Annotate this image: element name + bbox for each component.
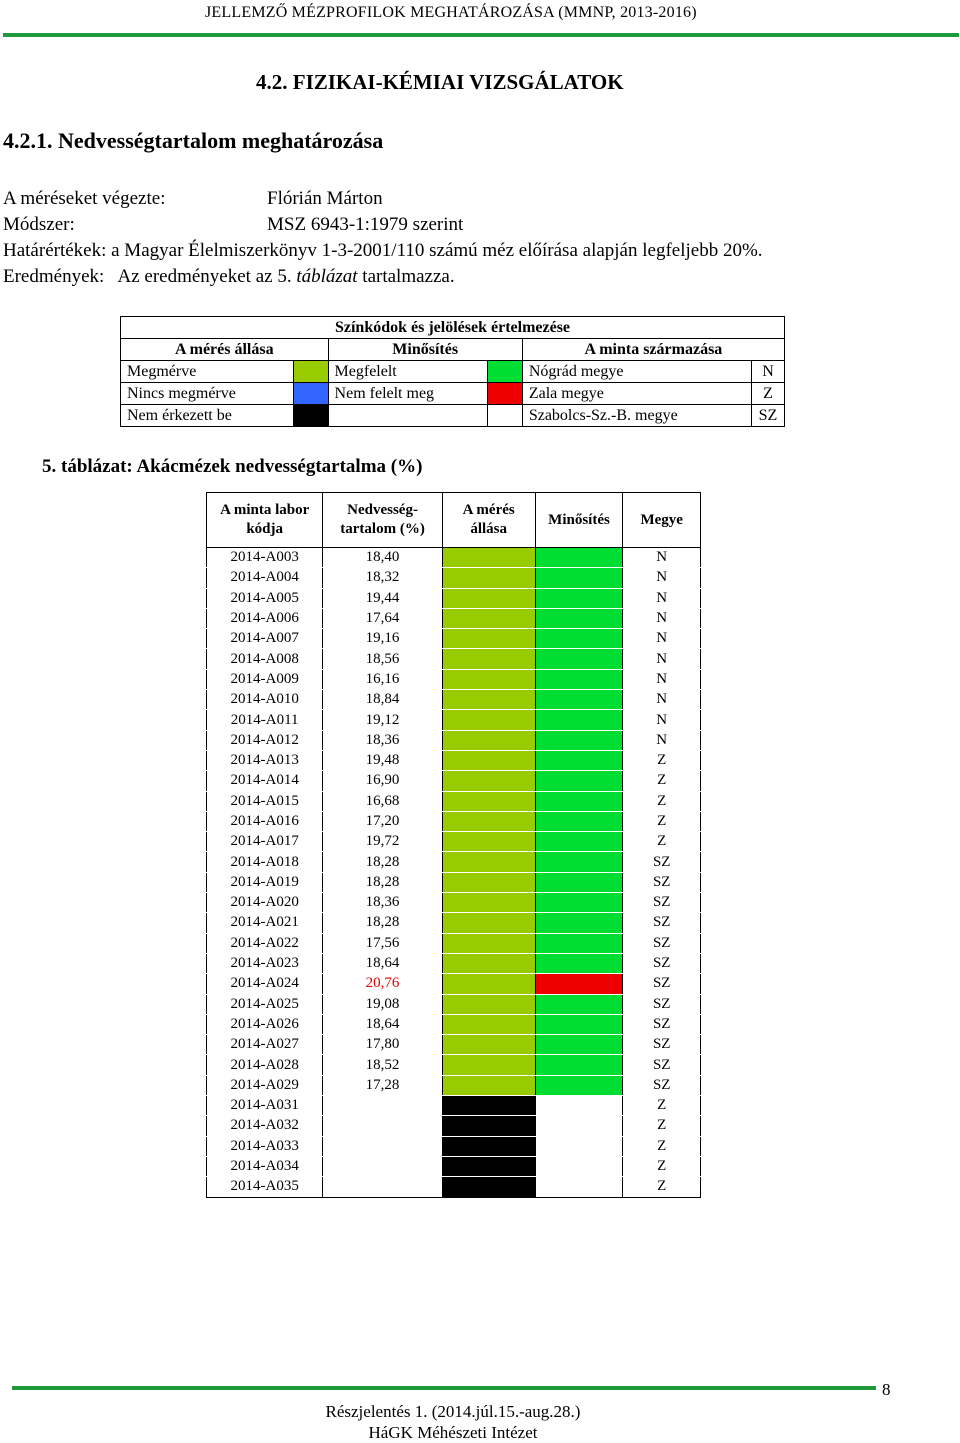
table-row: [207, 1014, 701, 1034]
status-color-cell: [442, 811, 535, 831]
moisture-cell: [323, 1177, 442, 1197]
status-color-cell: [442, 629, 535, 649]
status-color-cell: [442, 548, 535, 568]
legend-rating-label: [328, 405, 487, 427]
status-color-cell: [442, 974, 535, 994]
moisture-cell: 17,64: [323, 608, 442, 628]
lab-code-cell: 2014-A020: [207, 893, 323, 913]
table-row: [207, 1055, 701, 1075]
rating-color-cell: [535, 974, 623, 994]
rating-color-cell: [535, 649, 623, 669]
county-cell: Z: [623, 1156, 701, 1176]
moisture-cell: 18,28: [323, 913, 442, 933]
moisture-cell: 18,64: [323, 953, 442, 973]
county-cell: N: [623, 588, 701, 608]
moisture-cell: [323, 1156, 442, 1176]
status-color-cell: [442, 913, 535, 933]
rating-color-cell: [535, 852, 623, 872]
county-cell: Z: [623, 1096, 701, 1116]
moisture-cell: 18,84: [323, 690, 442, 710]
table-row: [207, 933, 701, 953]
performed-value: Flórián Márton: [267, 188, 383, 209]
header-lab-code: A minta labor kódja: [207, 493, 323, 548]
status-color-cell: [442, 1156, 535, 1176]
status-color-cell: [442, 994, 535, 1014]
rating-color-cell: [535, 872, 623, 892]
table-row: [207, 1177, 701, 1197]
table-row: [207, 872, 701, 892]
rating-color-cell: [535, 913, 623, 933]
rating-color-cell: [535, 568, 623, 588]
status-color-cell: [442, 669, 535, 689]
status-color-cell: [442, 1055, 535, 1075]
performed-label: A méréseket végezte:: [3, 188, 166, 209]
legend-col-rating: Minősítés: [328, 339, 522, 361]
status-color-cell: [442, 832, 535, 852]
status-color-cell: [442, 588, 535, 608]
moisture-cell: 19,12: [323, 710, 442, 730]
status-color-cell: [442, 1075, 535, 1095]
moisture-cell: 20,76: [323, 974, 442, 994]
county-cell: SZ: [623, 953, 701, 973]
legend-rating-swatch: [487, 361, 522, 383]
table-caption: 5. táblázat: Akácmézek nedvességtartalma (%): [42, 456, 423, 477]
legend-status-label: Nincs megmérve: [121, 383, 294, 405]
header-status: A mérés állása: [442, 493, 535, 548]
table-row: [207, 669, 701, 689]
rating-color-cell: [535, 1136, 623, 1156]
lab-code-cell: 2014-A008: [207, 649, 323, 669]
results-suffix: tartalmazza.: [357, 266, 455, 287]
moisture-cell: 17,56: [323, 933, 442, 953]
table-row: [207, 548, 701, 568]
status-color-cell: [442, 1177, 535, 1197]
method-value: MSZ 6943-1:1979 szerint: [267, 214, 464, 235]
legend-col-status: A mérés állása: [121, 339, 329, 361]
section-heading: 4.2. FIZIKAI-KÉMIAI VIZSGÁLATOK: [256, 70, 624, 94]
rating-color-cell: [535, 710, 623, 730]
moisture-table: [206, 492, 701, 1198]
lab-code-cell: 2014-A012: [207, 730, 323, 750]
moisture-cell: 18,64: [323, 1014, 442, 1034]
lab-code-cell: 2014-A011: [207, 710, 323, 730]
moisture-cell: 18,36: [323, 730, 442, 750]
legend-status-swatch: [293, 383, 328, 405]
county-cell: N: [623, 690, 701, 710]
lab-code-cell: 2014-A017: [207, 832, 323, 852]
subsection-heading: 4.2.1. Nedvességtartalom meghatározása: [3, 128, 384, 153]
county-cell: N: [623, 568, 701, 588]
county-cell: Z: [623, 791, 701, 811]
moisture-cell: [323, 1096, 442, 1116]
legend-table: [120, 316, 785, 427]
status-color-cell: [442, 852, 535, 872]
moisture-cell: 19,16: [323, 629, 442, 649]
rating-color-cell: [535, 1116, 623, 1136]
rating-color-cell: [535, 1156, 623, 1176]
results-line: [3, 266, 455, 288]
county-cell: Z: [623, 1177, 701, 1197]
lab-code-cell: 2014-A033: [207, 1136, 323, 1156]
legend-row: [121, 383, 785, 405]
county-cell: SZ: [623, 1014, 701, 1034]
lab-code-cell: 2014-A031: [207, 1096, 323, 1116]
county-cell: Z: [623, 811, 701, 831]
county-cell: SZ: [623, 933, 701, 953]
status-color-cell: [442, 1096, 535, 1116]
footer-institute: HáGK Méhészeti Intézet: [368, 1423, 538, 1442]
status-color-cell: [442, 933, 535, 953]
rating-color-cell: [535, 548, 623, 568]
legend-origin-code: SZ: [752, 405, 785, 427]
moisture-cell: 16,16: [323, 669, 442, 689]
table-row: [207, 1136, 701, 1156]
legend-origin-label: Nógrád megye: [522, 361, 751, 383]
table-row: [207, 811, 701, 831]
county-cell: Z: [623, 832, 701, 852]
rating-color-cell: [535, 608, 623, 628]
rating-color-cell: [535, 588, 623, 608]
status-color-cell: [442, 953, 535, 973]
moisture-cell: 17,28: [323, 1075, 442, 1095]
rating-color-cell: [535, 953, 623, 973]
footer-rule: [12, 1386, 876, 1390]
lab-code-cell: 2014-A026: [207, 1014, 323, 1034]
county-cell: Z: [623, 771, 701, 791]
legend-status-label: Nem érkezett be: [121, 405, 294, 427]
moisture-cell: 16,90: [323, 771, 442, 791]
county-cell: N: [623, 548, 701, 568]
county-cell: N: [623, 649, 701, 669]
county-cell: N: [623, 608, 701, 628]
lab-code-cell: 2014-A005: [207, 588, 323, 608]
running-header: JELLEMZŐ MÉZPROFILOK MEGHATÁROZÁSA (MMNP, 2013-2016): [205, 4, 697, 21]
status-color-cell: [442, 568, 535, 588]
status-color-cell: [442, 690, 535, 710]
lab-code-cell: 2014-A029: [207, 1075, 323, 1095]
table-row: [207, 791, 701, 811]
lab-code-cell: 2014-A024: [207, 974, 323, 994]
header-county: Megye: [623, 493, 701, 548]
status-color-cell: [442, 750, 535, 770]
legend-row: [121, 361, 785, 383]
legend-status-swatch: [293, 361, 328, 383]
table-row: [207, 588, 701, 608]
county-cell: SZ: [623, 1055, 701, 1075]
lab-code-cell: 2014-A015: [207, 791, 323, 811]
status-color-cell: [442, 1014, 535, 1034]
lab-code-cell: 2014-A010: [207, 690, 323, 710]
status-color-cell: [442, 893, 535, 913]
footer-report: Részjelentés 1. (2014.júl.15.-aug.28.): [325, 1402, 581, 1421]
lab-code-cell: 2014-A009: [207, 669, 323, 689]
legend-origin-label: Zala megye: [522, 383, 751, 405]
status-color-cell: [442, 710, 535, 730]
rating-color-cell: [535, 1096, 623, 1116]
limits-line: Határértékek: a Magyar Élelmiszerkönyv 1-3-2001/110 számú méz előírása alapján legfeljebb 20%.: [3, 240, 763, 261]
rating-color-cell: [535, 1014, 623, 1034]
lab-code-cell: 2014-A032: [207, 1116, 323, 1136]
county-cell: N: [623, 710, 701, 730]
lab-code-cell: 2014-A019: [207, 872, 323, 892]
moisture-cell: 18,36: [323, 893, 442, 913]
table-row: [207, 953, 701, 973]
moisture-cell: 18,28: [323, 872, 442, 892]
legend-rating-label: Nem felelt meg: [328, 383, 487, 405]
lab-code-cell: 2014-A022: [207, 933, 323, 953]
legend-status-swatch: [293, 405, 328, 427]
moisture-cell: 17,20: [323, 811, 442, 831]
legend-col-origin: A minta származása: [522, 339, 784, 361]
lab-code-cell: 2014-A023: [207, 953, 323, 973]
status-color-cell: [442, 771, 535, 791]
rating-color-cell: [535, 669, 623, 689]
table-row: [207, 568, 701, 588]
header-rule: [3, 33, 959, 37]
status-color-cell: [442, 1035, 535, 1055]
header-rating: Minősítés: [535, 493, 623, 548]
rating-color-cell: [535, 1055, 623, 1075]
lab-code-cell: 2014-A021: [207, 913, 323, 933]
status-color-cell: [442, 649, 535, 669]
results-italic: táblázat: [296, 266, 358, 287]
table-row: [207, 608, 701, 628]
moisture-cell: 18,40: [323, 548, 442, 568]
county-cell: N: [623, 629, 701, 649]
rating-color-cell: [535, 629, 623, 649]
table-row: [207, 994, 701, 1014]
page-number: 8: [882, 1380, 891, 1399]
legend-rating-swatch: [487, 405, 522, 427]
lab-code-cell: 2014-A016: [207, 811, 323, 831]
moisture-cell: 19,48: [323, 750, 442, 770]
county-cell: N: [623, 730, 701, 750]
status-color-cell: [442, 1136, 535, 1156]
moisture-cell: 18,56: [323, 649, 442, 669]
moisture-cell: 19,72: [323, 832, 442, 852]
status-color-cell: [442, 791, 535, 811]
status-color-cell: [442, 608, 535, 628]
rating-color-cell: [535, 690, 623, 710]
table-row: [207, 710, 701, 730]
moisture-cell: 19,08: [323, 994, 442, 1014]
moisture-cell: 18,32: [323, 568, 442, 588]
county-cell: SZ: [623, 872, 701, 892]
table-row: [207, 832, 701, 852]
table-row: [207, 649, 701, 669]
lab-code-cell: 2014-A013: [207, 750, 323, 770]
lab-code-cell: 2014-A034: [207, 1156, 323, 1176]
rating-color-cell: [535, 832, 623, 852]
county-cell: Z: [623, 750, 701, 770]
lab-code-cell: 2014-A025: [207, 994, 323, 1014]
status-color-cell: [442, 730, 535, 750]
method-label: Módszer:: [3, 214, 75, 235]
rating-color-cell: [535, 791, 623, 811]
rating-color-cell: [535, 893, 623, 913]
rating-color-cell: [535, 811, 623, 831]
status-color-cell: [442, 872, 535, 892]
table-row: [207, 1075, 701, 1095]
table-row: [207, 893, 701, 913]
performed-line: [3, 188, 383, 210]
lab-code-cell: 2014-A035: [207, 1177, 323, 1197]
results-prefix: Eredmények: Az eredményeket az 5.: [3, 266, 297, 287]
rating-color-cell: [535, 750, 623, 770]
table-row: [207, 629, 701, 649]
rating-color-cell: [535, 730, 623, 750]
legend-origin-code: Z: [752, 383, 785, 405]
county-cell: SZ: [623, 913, 701, 933]
moisture-cell: [323, 1136, 442, 1156]
county-cell: SZ: [623, 1075, 701, 1095]
county-cell: SZ: [623, 893, 701, 913]
legend-rating-label: Megfelelt: [328, 361, 487, 383]
legend-origin-code: N: [752, 361, 785, 383]
lab-code-cell: 2014-A006: [207, 608, 323, 628]
county-cell: Z: [623, 1116, 701, 1136]
lab-code-cell: 2014-A014: [207, 771, 323, 791]
lab-code-cell: 2014-A004: [207, 568, 323, 588]
county-cell: N: [623, 669, 701, 689]
county-cell: SZ: [623, 974, 701, 994]
lab-code-cell: 2014-A028: [207, 1055, 323, 1075]
moisture-cell: 17,80: [323, 1035, 442, 1055]
table-row: [207, 1156, 701, 1176]
lab-code-cell: 2014-A027: [207, 1035, 323, 1055]
rating-color-cell: [535, 1177, 623, 1197]
moisture-cell: 18,52: [323, 1055, 442, 1075]
rating-color-cell: [535, 994, 623, 1014]
rating-color-cell: [535, 1075, 623, 1095]
moisture-cell: 18,28: [323, 852, 442, 872]
moisture-cell: 16,68: [323, 791, 442, 811]
legend-title: Színkódok és jelölések értelmezése: [121, 317, 785, 339]
legend-row: [121, 405, 785, 427]
lab-code-cell: 2014-A018: [207, 852, 323, 872]
table-row: [207, 1096, 701, 1116]
table-row: [207, 690, 701, 710]
county-cell: Z: [623, 1136, 701, 1156]
legend-status-label: Megmérve: [121, 361, 294, 383]
county-cell: SZ: [623, 1035, 701, 1055]
moisture-cell: 19,44: [323, 588, 442, 608]
legend-rating-swatch: [487, 383, 522, 405]
moisture-cell: [323, 1116, 442, 1136]
lab-code-cell: 2014-A003: [207, 548, 323, 568]
rating-color-cell: [535, 933, 623, 953]
rating-color-cell: [535, 1035, 623, 1055]
table-row: [207, 974, 701, 994]
table-row: [207, 730, 701, 750]
method-line: [3, 214, 464, 236]
status-color-cell: [442, 1116, 535, 1136]
header-moisture: Nedvesség-tartalom (%): [323, 493, 442, 548]
county-cell: SZ: [623, 994, 701, 1014]
table-row: [207, 771, 701, 791]
table-row: [207, 1035, 701, 1055]
table-row: [207, 913, 701, 933]
rating-color-cell: [535, 771, 623, 791]
lab-code-cell: 2014-A007: [207, 629, 323, 649]
table-row: [207, 750, 701, 770]
table-row: [207, 1116, 701, 1136]
table-row: [207, 852, 701, 872]
legend-origin-label: Szabolcs-Sz.-B. megye: [522, 405, 751, 427]
county-cell: SZ: [623, 852, 701, 872]
